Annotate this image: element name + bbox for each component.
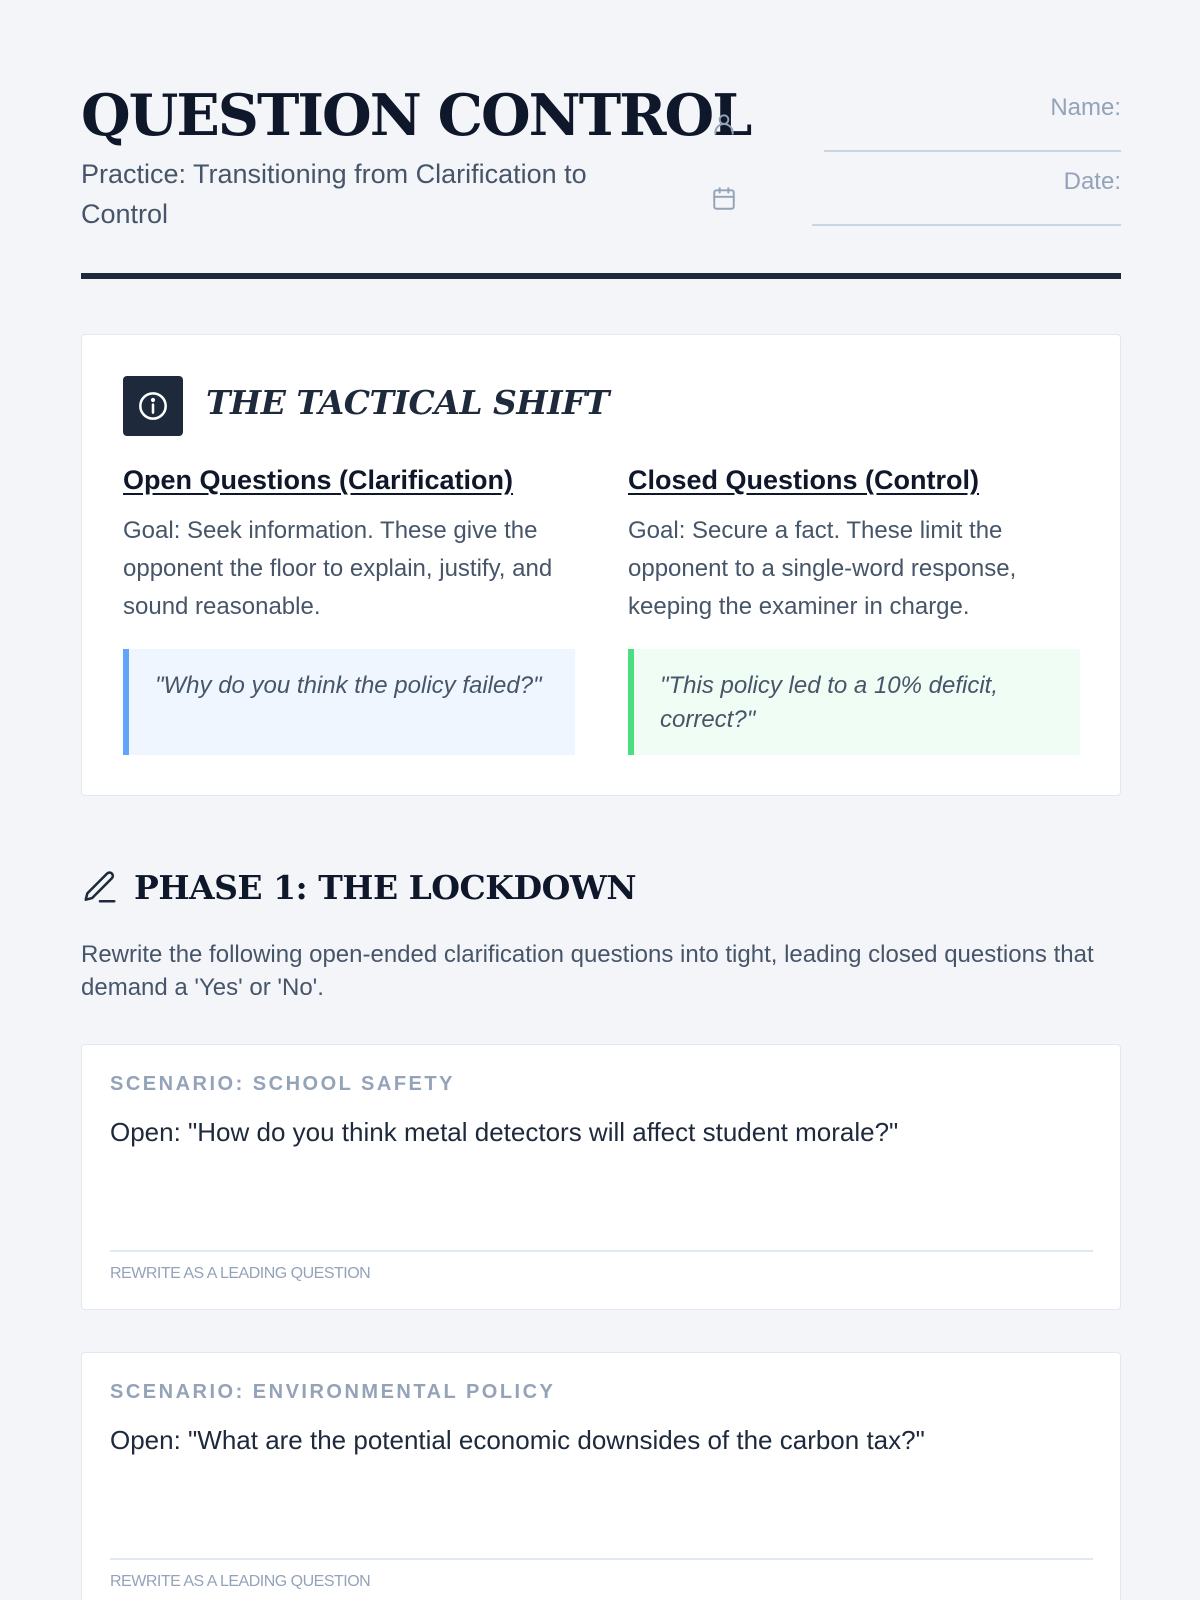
closed-questions-heading: Closed Questions (Control) (628, 465, 979, 495)
info-icon (123, 376, 183, 436)
answer-hint: REWRITE AS A LEADING QUESTION (110, 1573, 371, 1590)
phase-instructions: Rewrite the following open-ended clarification questions into tight, leading closed questions that demand a 'Yes' or 'No'. (81, 941, 1094, 1001)
tactical-shift-card (81, 334, 1121, 796)
open-question-example: "Why do you think the policy failed?" (123, 649, 575, 755)
closed-questions-column (628, 465, 1080, 626)
answer-line[interactable] (110, 1558, 1093, 1560)
scenario-card (81, 1352, 1121, 1600)
answer-hint: REWRITE AS A LEADING QUESTION (110, 1265, 371, 1282)
scenario-question: Open: "How do you think metal detectors will affect student morale?" (110, 1117, 899, 1147)
date-field[interactable] (812, 224, 1121, 226)
date-label: Date: (1063, 168, 1121, 195)
pencil-icon (81, 868, 119, 906)
open-questions-column (123, 465, 575, 626)
calendar-icon (711, 186, 737, 212)
scenario-label: SCENARIO: SCHOOL SAFETY (110, 1073, 455, 1095)
closed-questions-description: Goal: Secure a fact. These limit the opponent to a single-word response, keeping the examiner in charge. (628, 517, 1017, 620)
scenario-card (81, 1044, 1121, 1310)
user-icon (711, 111, 737, 137)
phase-title: PHASE 1: THE LOCKDOWN (134, 868, 637, 907)
open-questions-description: Goal: Seek information. These give the opponent the floor to explain, justify, and sound reasonable. (123, 517, 553, 620)
page-title: QUESTION CONTROL (81, 82, 751, 149)
name-field[interactable] (824, 150, 1121, 152)
scenario-question: Open: "What are the potential economic downsides of the carbon tax?" (110, 1425, 925, 1455)
name-label: Name: (1050, 94, 1121, 121)
header-divider (81, 273, 1121, 279)
answer-line[interactable] (110, 1250, 1093, 1252)
page-subtitle: Practice: Transitioning from Clarification to Control (81, 159, 587, 229)
scenario-label: SCENARIO: ENVIRONMENTAL POLICY (110, 1381, 556, 1403)
open-questions-heading: Open Questions (Clarification) (123, 465, 514, 495)
closed-question-example: "This policy led to a 10% deficit, correct?" (628, 649, 1080, 755)
phase-heading (81, 864, 1121, 914)
tactical-shift-title: THE TACTICAL SHIFT (206, 383, 609, 422)
header (81, 80, 1121, 280)
